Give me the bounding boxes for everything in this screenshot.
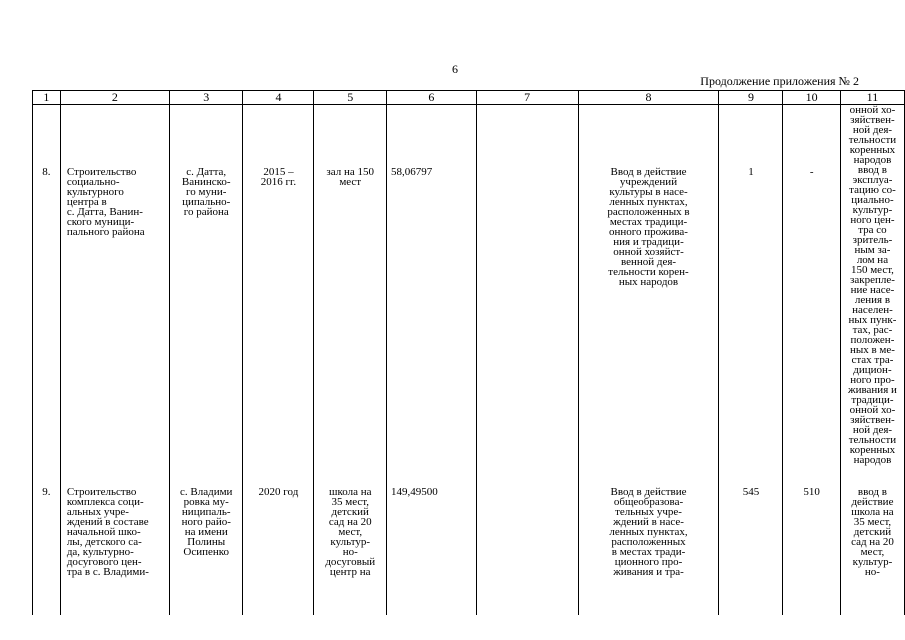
header-cell: 3	[169, 91, 242, 105]
header-cell: 2	[60, 91, 169, 105]
header-row	[33, 91, 905, 105]
header-cell: 9	[719, 91, 783, 105]
header-cell: 8	[578, 91, 719, 105]
col10-value: -	[809, 166, 814, 178]
project-cost: 149,49500	[391, 486, 438, 498]
header-cell: 6	[387, 91, 477, 105]
expected-result: ввод в действие школа на 35 мест, детский сад на 20 мест, культур- но-	[851, 486, 894, 578]
project-cost: 58,06797	[391, 166, 433, 178]
project-location: с. Владими ровка му- ниципаль- ного райо- на имени Полины Осипенко	[180, 486, 233, 558]
col10-value: 510	[803, 486, 820, 498]
row-number: 8.	[42, 166, 51, 178]
project-capacity: школа на 35 мест, детский сад на 20 мест, культур- но- досуговый центр на	[325, 486, 376, 578]
continuation-text: онной хо- зяйствен- ной дея- тельности коренных народов	[848, 104, 897, 165]
data-table	[32, 90, 905, 615]
project-location: с. Датта, Ванинско- го муни- ципально- го района	[181, 166, 231, 218]
row-number: 9.	[42, 486, 51, 498]
header-cell: 4	[243, 91, 314, 105]
project-period: 2015 – 2016 гг.	[260, 166, 297, 188]
project-goal: Ввод в действие учреждений культуры в насе- ленных пунктах, расположенных в местах традици- онного прожива- ния и традици- онной хозяйст- венной дея- тельности корен- ных народов	[607, 166, 690, 288]
appendix-caption: Продолжение приложения № 2	[700, 74, 859, 88]
header-cell: 7	[476, 91, 578, 105]
header-cell: 10	[783, 91, 840, 105]
header-cell: 5	[314, 91, 387, 105]
continuation-row	[33, 105, 905, 166]
page-number: 6	[452, 62, 458, 76]
col9-value: 545	[742, 486, 760, 498]
table-row	[33, 485, 905, 615]
header-cell: 1	[33, 91, 61, 105]
project-period: 2020 год	[258, 486, 299, 498]
expected-result: ввод в эксплуа- тацию со- циально- культур- ного цен- тра со зритель- ным за- лом на 150 мест, закрепле- ние насе- ления в населен- ных пунк- тах, рас- положен- ных в ме- стах тра- дицион- ного про- живания и традици- онной хо- зяйствен- ной дея- тельности коренных народов	[848, 165, 897, 466]
project-name: Строительство социально- культурного центра в с. Датта, Ванин- ского муници- пального района	[66, 166, 145, 238]
col9-value: 1	[748, 166, 754, 178]
project-goal: Ввод в действие общеобразова- тельных учре- ждений в насе- ленных пунктах, расположенных в местах тради- ционного про- живания и тра-	[609, 486, 688, 578]
project-capacity: зал на 150 мест	[326, 166, 375, 188]
header-cell: 11	[840, 91, 904, 105]
table-row	[33, 165, 905, 485]
project-name: Строительство комплекса соци- альных учре- ждений в составе начальной шко- лы, детского са- да, культурно- досугового цен- тра в с. Владими-	[66, 486, 149, 578]
